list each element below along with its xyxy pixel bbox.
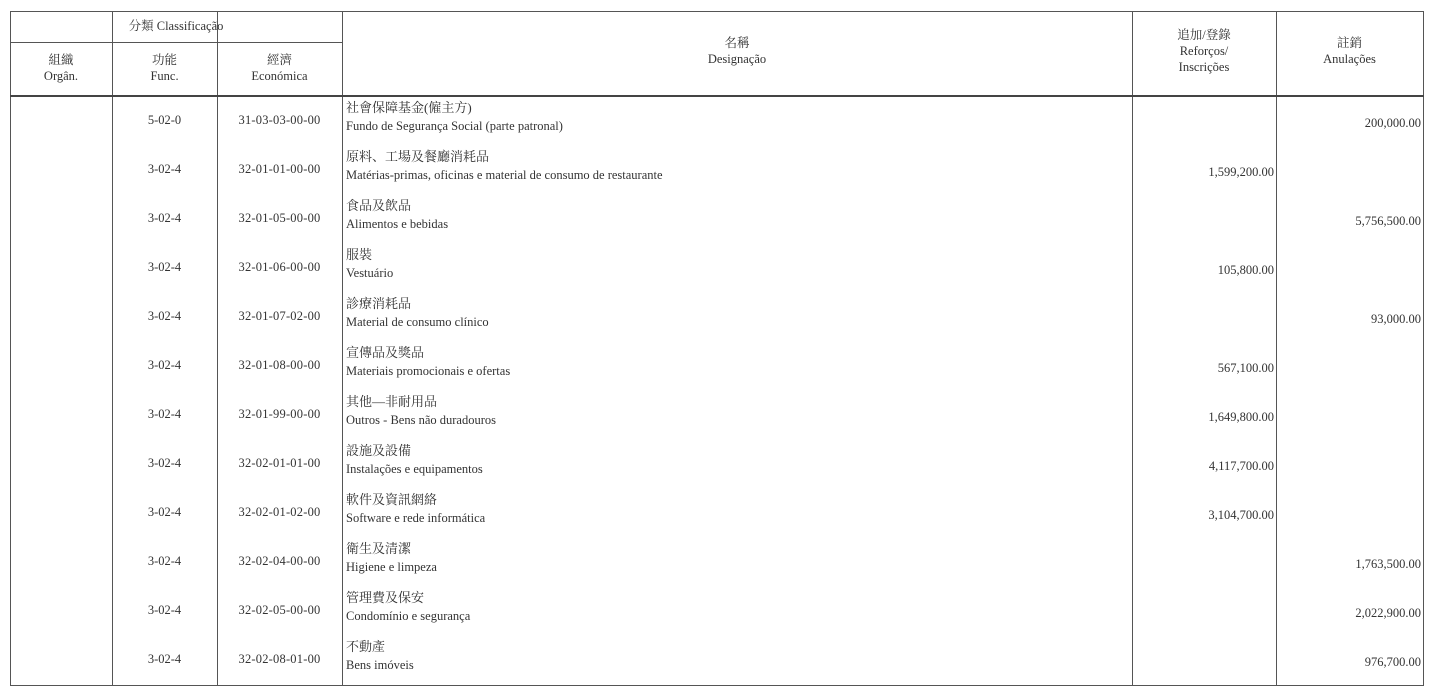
func-label-zh: 功能 bbox=[151, 53, 177, 67]
designation-pt: Outros - Bens não duradouros bbox=[346, 413, 496, 427]
func-code: 3-02-4 bbox=[147, 407, 182, 421]
cancel-header bbox=[1276, 35, 1423, 67]
designation-pt: Material de consumo clínico bbox=[346, 315, 489, 329]
cancellation-amount: 5,756,500.00 bbox=[1355, 214, 1421, 228]
econ-code: 32-01-01-00-00 bbox=[238, 162, 321, 176]
designation-zh: 診療消耗品 bbox=[346, 296, 412, 311]
designation-zh: 其他—非耐用品 bbox=[346, 394, 438, 409]
econ-code: 32-01-99-00-00 bbox=[238, 407, 321, 421]
designation bbox=[346, 638, 1126, 674]
designation-zh: 軟件及資訊網絡 bbox=[346, 492, 438, 507]
reinforcement-amount: 4,117,700.00 bbox=[1208, 459, 1274, 473]
designation-pt: Software e rede informática bbox=[346, 511, 486, 525]
designation-pt: Alimentos e bebidas bbox=[346, 217, 449, 231]
designation bbox=[346, 442, 1126, 478]
table-row bbox=[10, 391, 1424, 440]
designation bbox=[346, 148, 1126, 184]
econ-code: 32-02-08-01-00 bbox=[238, 652, 321, 666]
classification-header bbox=[10, 18, 342, 34]
designation bbox=[346, 99, 1126, 135]
func-code: 3-02-4 bbox=[147, 211, 182, 225]
table-row bbox=[10, 636, 1424, 685]
row-rule bbox=[10, 42, 342, 43]
func-code: 3-02-4 bbox=[147, 309, 182, 323]
designation-zh: 社會保障基金(僱主方) bbox=[346, 100, 472, 115]
func-header bbox=[112, 52, 217, 84]
reinforcement-amount: 105,800.00 bbox=[1217, 263, 1274, 277]
designation bbox=[346, 491, 1126, 527]
designation-zh: 衛生及清潔 bbox=[346, 541, 412, 556]
cancel-label-zh: 註銷 bbox=[1336, 36, 1362, 50]
table-row bbox=[10, 244, 1424, 293]
designation-zh: 食品及飲品 bbox=[346, 198, 412, 213]
designation bbox=[346, 589, 1126, 625]
table-row bbox=[10, 538, 1424, 587]
econ-code: 32-01-08-00-00 bbox=[238, 358, 321, 372]
reinforce-label-zh: 追加/登錄 bbox=[1177, 28, 1231, 42]
func-code: 3-02-4 bbox=[147, 603, 182, 617]
reinforcement-amount: 1,649,800.00 bbox=[1208, 410, 1274, 424]
designation-pt: Bens imóveis bbox=[346, 658, 414, 672]
table-row bbox=[10, 587, 1424, 636]
designation-zh: 宣傳品及獎品 bbox=[346, 345, 425, 360]
econ-code: 32-02-04-00-00 bbox=[238, 554, 321, 568]
econ-code: 32-01-06-00-00 bbox=[238, 260, 321, 274]
row-rule bbox=[10, 11, 1424, 12]
func-code: 3-02-4 bbox=[147, 505, 182, 519]
reinforce-label-pt: Reforços/ bbox=[1179, 44, 1229, 58]
func-code: 3-02-4 bbox=[147, 652, 182, 666]
table-row bbox=[10, 195, 1424, 244]
row-rule bbox=[10, 685, 1424, 686]
designation bbox=[346, 246, 1126, 282]
econ-code: 32-02-01-02-00 bbox=[238, 505, 321, 519]
cancellation-amount: 93,000.00 bbox=[1371, 312, 1421, 326]
reinforcement-amount: 3,104,700.00 bbox=[1208, 508, 1274, 522]
func-code: 3-02-4 bbox=[147, 358, 182, 372]
cancellation-amount: 976,700.00 bbox=[1364, 655, 1421, 669]
func-code: 3-02-4 bbox=[147, 162, 182, 176]
func-code: 3-02-4 bbox=[147, 456, 182, 470]
table-row bbox=[10, 342, 1424, 391]
organ-label-zh: 組織 bbox=[48, 53, 74, 67]
name-label-zh: 名稱 bbox=[724, 36, 750, 50]
organ-header bbox=[10, 52, 112, 84]
designation-pt: Materiais promocionais e ofertas bbox=[346, 364, 511, 378]
name-label-pt: Designação bbox=[707, 52, 767, 66]
econ-label-pt: Económica bbox=[251, 69, 308, 83]
cancellation-amount: 1,763,500.00 bbox=[1355, 557, 1421, 571]
econ-label-zh: 經濟 bbox=[266, 53, 292, 67]
designation-pt: Fundo de Segurança Social (parte patronal) bbox=[346, 119, 563, 133]
designation-zh: 原料、工場及餐廳消耗品 bbox=[346, 149, 490, 164]
reinforce-header bbox=[1132, 27, 1276, 75]
name-header bbox=[342, 35, 1132, 67]
designation bbox=[346, 295, 1126, 331]
cancel-label-pt: Anulações bbox=[1323, 52, 1376, 66]
econ-code: 32-02-01-01-00 bbox=[238, 456, 321, 470]
designation bbox=[346, 197, 1126, 233]
designation-zh: 不動產 bbox=[346, 639, 386, 654]
func-code: 5-02-0 bbox=[147, 113, 182, 127]
designation bbox=[346, 540, 1126, 576]
budget-table bbox=[10, 11, 1424, 686]
table-row bbox=[10, 293, 1424, 342]
econ-code: 32-01-05-00-00 bbox=[238, 211, 321, 225]
designation-pt: Vestuário bbox=[346, 266, 394, 280]
econ-header bbox=[217, 52, 342, 84]
designation-zh: 設施及設備 bbox=[346, 443, 412, 458]
func-code: 3-02-4 bbox=[147, 554, 182, 568]
table-body bbox=[10, 97, 1424, 685]
designation bbox=[346, 393, 1126, 429]
table-row bbox=[10, 489, 1424, 538]
reinforcement-amount: 1,599,200.00 bbox=[1208, 165, 1274, 179]
designation-pt: Higiene e limpeza bbox=[346, 560, 437, 574]
econ-code: 31-03-03-00-00 bbox=[238, 113, 321, 127]
table-row bbox=[10, 146, 1424, 195]
designation bbox=[346, 344, 1126, 380]
cancellation-amount: 2,022,900.00 bbox=[1355, 606, 1421, 620]
econ-code: 32-02-05-00-00 bbox=[238, 603, 321, 617]
table-row bbox=[10, 440, 1424, 489]
classification-label: 分類 Classificação bbox=[128, 19, 224, 33]
designation-pt: Matérias-primas, oficinas e material de consumo de restaurante bbox=[346, 168, 663, 182]
reinforce-label-pt2: Inscrições bbox=[1178, 60, 1230, 74]
cancellation-amount: 200,000.00 bbox=[1364, 116, 1421, 130]
designation-zh: 服裝 bbox=[346, 247, 373, 262]
table-row bbox=[10, 97, 1424, 146]
organ-label-pt: Orgân. bbox=[43, 69, 79, 83]
econ-code: 32-01-07-02-00 bbox=[238, 309, 321, 323]
designation-pt: Condomínio e segurança bbox=[346, 609, 471, 623]
func-label-pt: Func. bbox=[150, 69, 179, 83]
designation-zh: 管理費及保安 bbox=[346, 590, 425, 605]
designation-pt: Instalações e equipamentos bbox=[346, 462, 483, 476]
func-code: 3-02-4 bbox=[147, 260, 182, 274]
reinforcement-amount: 567,100.00 bbox=[1217, 361, 1274, 375]
